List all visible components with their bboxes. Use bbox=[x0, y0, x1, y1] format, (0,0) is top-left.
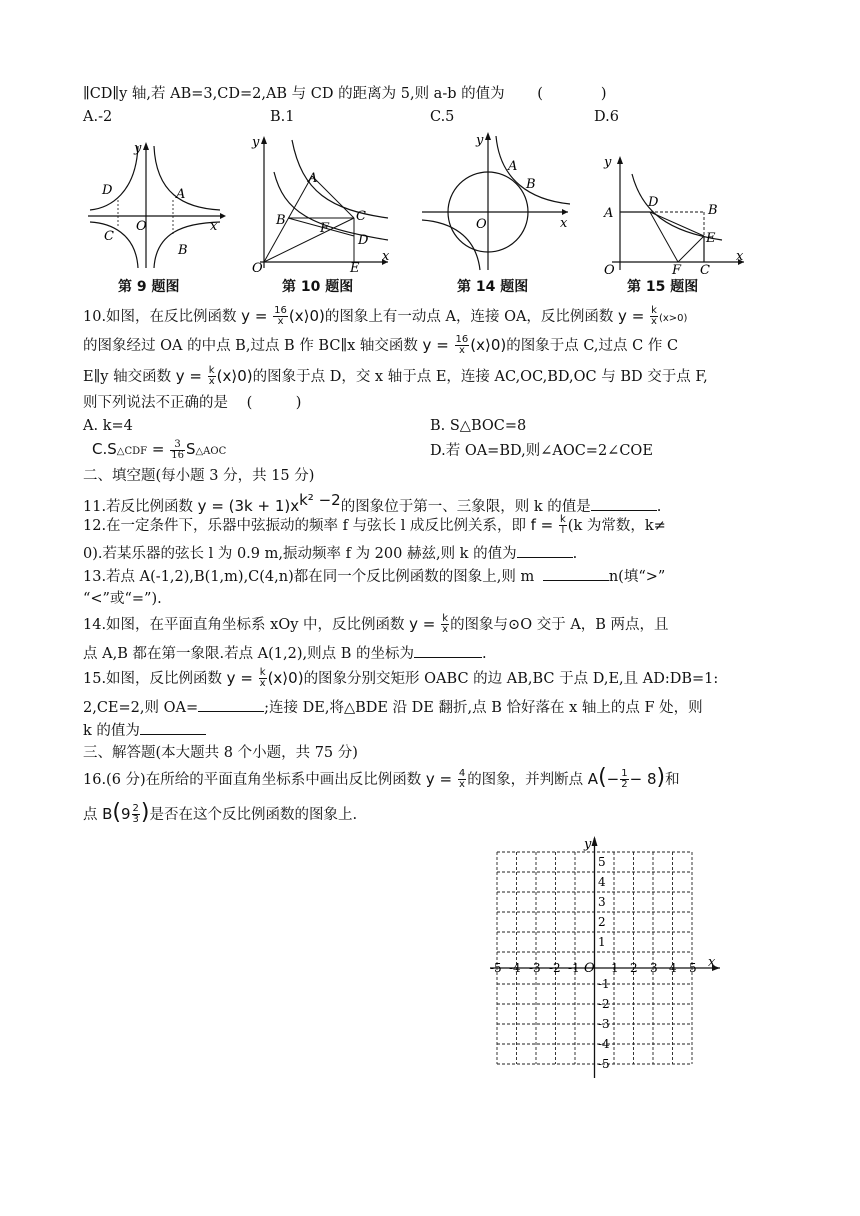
q15-func: y = $\frac{k}{x}$ (x⟩0) bbox=[226, 667, 304, 689]
q10-line-2: 的图象经过 OA 的中点 B,过点 B 作 BC∥x 轴交函数 y = $\frac{16}{x}$ (x⟩0)的图象于点 C,过点 C 作 C bbox=[83, 334, 679, 356]
grid-y-ticks bbox=[598, 855, 610, 1071]
grid-y-label: y bbox=[584, 837, 592, 852]
q10-func-1: y = $\frac{16}{x}$ (x⟩0) bbox=[241, 305, 325, 327]
fig10-label-d: D bbox=[358, 233, 369, 248]
q12-formula: f = $\frac{k}{l}$ bbox=[530, 514, 566, 536]
fig15-label-e: E bbox=[706, 231, 716, 246]
q16-point-a: A(− $\frac{1}{2}$ − 8) bbox=[587, 765, 666, 790]
q10-func-3: y = $\frac{16}{x}$ (x⟩0) bbox=[422, 334, 507, 356]
y-tick: 4 bbox=[598, 875, 606, 889]
fig15-label-a: A bbox=[604, 206, 614, 221]
q9-option-a: A.-2 bbox=[83, 109, 113, 125]
q10-option-c: C.S△CDF = $\frac{3}{16}$ S△AOC bbox=[92, 438, 227, 461]
figure-15 bbox=[598, 152, 748, 274]
y-tick: -5 bbox=[598, 1057, 610, 1071]
q13-line-2: “<”或“=”). bbox=[83, 591, 162, 607]
coordinate-grid[interactable] bbox=[482, 832, 732, 1080]
fig15-label-y: y bbox=[604, 155, 612, 170]
y-tick: 3 bbox=[598, 895, 606, 909]
fig10-label-x: x bbox=[382, 249, 390, 264]
q10-func-4: y = $\frac{k}{x}$ (x⟩0) bbox=[175, 365, 253, 387]
fig14-label-x: x bbox=[560, 216, 568, 231]
q15-line-3: k 的值为 bbox=[83, 720, 206, 741]
figure-15-caption: 第 15 题图 bbox=[627, 279, 699, 295]
fig15-label-d: D bbox=[648, 195, 659, 210]
q9-option-b: B.1 bbox=[270, 109, 295, 125]
y-tick: 1 bbox=[598, 935, 606, 949]
fig10-label-a: A bbox=[308, 171, 318, 186]
y-tick: 2 bbox=[598, 915, 606, 929]
q10-line-4: 则下列说法不正确的是 ( ) bbox=[83, 395, 302, 411]
q13-answer-blank[interactable] bbox=[543, 566, 609, 581]
x-tick: 1 bbox=[611, 961, 619, 975]
x-tick: -1 bbox=[568, 961, 580, 975]
fig9-label-b: B bbox=[178, 243, 188, 258]
x-tick: 3 bbox=[650, 961, 658, 975]
y-tick: 5 bbox=[598, 855, 606, 869]
x-tick: -2 bbox=[549, 961, 561, 975]
q10-func-2: y = $\frac{k}{x}$ (x>0) bbox=[618, 305, 688, 327]
grid-origin-label: O bbox=[584, 961, 595, 976]
fig10-label-c: C bbox=[356, 209, 366, 224]
fig9-label-x: x bbox=[210, 219, 218, 234]
q15-answer-blank-1[interactable] bbox=[198, 697, 264, 712]
x-tick: -3 bbox=[529, 961, 541, 975]
fig14-label-b: B bbox=[526, 177, 536, 192]
q14-line-1: 14.如图，在平面直角坐标系 xOy 中，反比例函数 y = $\frac{k}{x}$ 的图象与⊙O 交于 A，B 两点，且 bbox=[83, 613, 669, 635]
q9-stem-text: ∥CD∥y 轴,若 AB=3,CD=2,AB 与 CD 的距离为 5,则 a-b 的值为 bbox=[83, 86, 505, 102]
fig9-label-y: y bbox=[134, 141, 142, 156]
q12-line-2: 0).若某乐器的弦长 l 为 0.9 m,振动频率 f 为 200 赫兹,则 k 的值为 . bbox=[83, 543, 577, 564]
x-tick: -4 bbox=[509, 961, 521, 975]
q10-option-b: B. S△BOC=8 bbox=[430, 418, 527, 434]
fig10-label-f: F bbox=[320, 221, 330, 236]
q14-answer-blank[interactable] bbox=[414, 643, 482, 658]
q15-line-1: 15.如图，反比例函数 y = $\frac{k}{x}$ (x⟩0)的图象分别交矩形 OABC 的边 AB,BC 于点 D,E,且 AD:DB=1: bbox=[83, 667, 719, 689]
y-tick: -1 bbox=[598, 977, 610, 991]
y-tick: -2 bbox=[598, 997, 610, 1011]
q9-option-d: D.6 bbox=[594, 109, 619, 125]
q11-answer-blank[interactable] bbox=[591, 496, 657, 511]
fig10-label-y: y bbox=[252, 135, 260, 150]
q12-answer-blank[interactable] bbox=[517, 543, 573, 558]
fig14-label-o: O bbox=[476, 217, 487, 232]
q13-line-1: 13.若点 A(-1,2),B(1,m),C(4,n)都在同一个反比例函数的图象上,则 m n(填“>” bbox=[83, 566, 665, 587]
figure-10 bbox=[250, 132, 400, 272]
x-tick: 5 bbox=[689, 961, 697, 975]
x-tick: 2 bbox=[630, 961, 638, 975]
fig15-label-f: F bbox=[672, 263, 682, 274]
x-tick: -5 bbox=[490, 961, 502, 975]
fig9-label-c: C bbox=[104, 229, 114, 244]
fig15-label-c: C bbox=[700, 263, 710, 274]
figure-10-caption: 第 10 题图 bbox=[282, 279, 354, 295]
q10-line-1: 10.如图，在反比例函数 y = $\frac{16}{x}$ (x⟩0)的图象上有一动点 A，连接 OA，反比例函数 y = $\frac{k}{x}$ (x>0) bbox=[83, 305, 688, 327]
y-tick: -3 bbox=[598, 1017, 610, 1031]
q14-line-2: 点 A,B 都在第一象限.若点 A(1,2),则点 B 的坐标为 . bbox=[83, 643, 487, 664]
fig10-label-b: B bbox=[276, 213, 286, 228]
fig14-label-y: y bbox=[476, 133, 484, 148]
fig15-label-x: x bbox=[736, 249, 744, 264]
figure-9 bbox=[88, 138, 228, 273]
x-tick: 4 bbox=[669, 961, 677, 975]
q9-stem bbox=[83, 84, 607, 104]
q15-line-2: 2,CE=2,则 OA= ;连接 DE,将△BDE 沿 DE 翻折,点 B 恰好落在 x 轴上的点 F 处，则 bbox=[83, 697, 703, 718]
q11: 11.若反比例函数 $y = (3k + 1)x^{k^2 -2}$的图象位于第一、三象限，则 k 的值是 . bbox=[83, 491, 662, 515]
q9-answer-paren: ( ) bbox=[537, 86, 607, 102]
q16-line-1: 16.(6 分)在所给的平面直角坐标系中画出反比例函数 y = $\frac{4}{x}$ 的图象，并判断点 A(− $\frac{1}{2}$ − 8)和 bbox=[83, 765, 680, 790]
q15-answer-blank-2[interactable] bbox=[140, 720, 206, 735]
q10-option-d: D.若 OA=BD,则∠AOC=2∠COE bbox=[430, 443, 653, 459]
q14-func: y = $\frac{k}{x}$ bbox=[409, 613, 449, 635]
fig9-label-d: D bbox=[102, 183, 113, 198]
q16-point-b: B(9 $\frac{2}{3}$ ) bbox=[102, 800, 150, 825]
q12-line-1: 12.在一定条件下，乐器中弦振动的频率 f 与弦长 l 成反比例关系，即 f = $\frac{k}{l}$ (k 为常数，k≠ bbox=[83, 514, 666, 536]
section-2-heading: 二、填空题(每小题 3 分，共 15 分) bbox=[83, 468, 315, 484]
q16-line-2: 点 B(9 $\frac{2}{3}$ )是否在这个反比例函数的图象上. bbox=[83, 800, 358, 825]
fig9-label-o: O bbox=[136, 219, 147, 234]
section-3-heading: 三、解答题(本大题共 8 个小题，共 75 分) bbox=[83, 745, 358, 761]
q16-func: y = $\frac{4}{x}$ bbox=[425, 768, 466, 790]
q10-option-a: A. k=4 bbox=[83, 418, 133, 434]
fig10-label-o: O bbox=[252, 261, 263, 272]
fig9-label-a: A bbox=[176, 187, 186, 202]
q10-line-3: E∥y 轴交函数 y = $\frac{k}{x}$ (x⟩0)的图象于点 D，交 x 轴于点 E，连接 AC,OC,BD,OC 与 BD 交于点 F, bbox=[83, 365, 708, 387]
fig15-label-b: B bbox=[708, 203, 718, 218]
fig15-label-o: O bbox=[604, 263, 615, 274]
figure-9-caption: 第 9 题图 bbox=[118, 279, 180, 295]
q9-option-c: C.5 bbox=[430, 109, 455, 125]
fig14-label-a: A bbox=[508, 159, 518, 174]
fig10-label-e: E bbox=[350, 261, 360, 272]
y-tick: -4 bbox=[598, 1037, 610, 1051]
figure-14-caption: 第 14 题图 bbox=[457, 279, 529, 295]
grid-x-label: x bbox=[708, 955, 716, 970]
figure-14 bbox=[420, 130, 575, 272]
